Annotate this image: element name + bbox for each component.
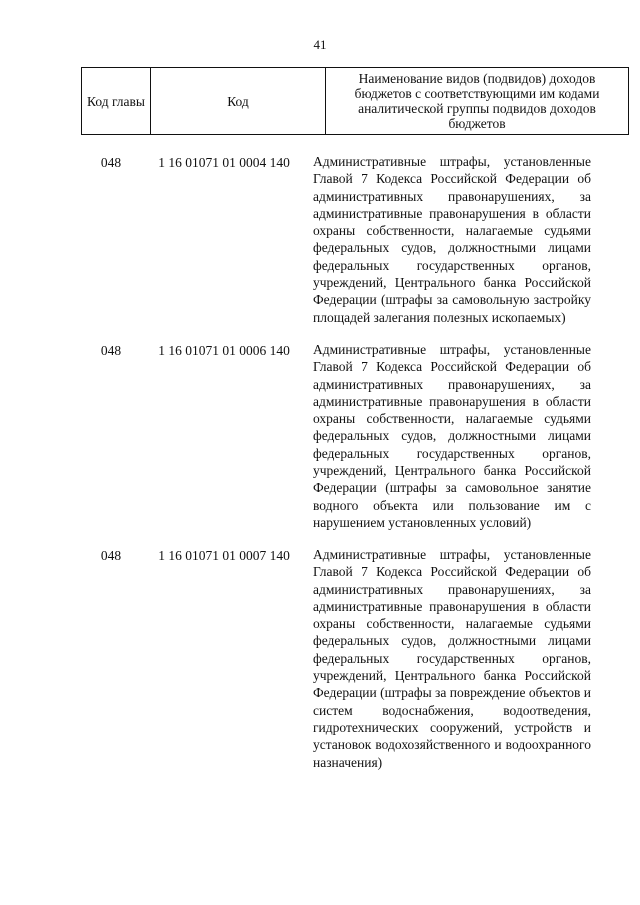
header-code: Код xyxy=(151,68,326,135)
header-code-glava: Код главы xyxy=(82,68,151,135)
table-row xyxy=(81,153,601,341)
row-name: Административные штрафы, установленные Главой 7 Кодекса Российской Федерации об административных правонарушениях, за административные правонарушения в области охраны собственности, налагаемые судьями федеральных судов, должностными лицами федеральных государственных органов, учреждений, Центрального банка Российской Федерации (штрафы за самовольную застройку площадей залегания полезных ископаемых) xyxy=(313,154,591,325)
row-name: Административные штрафы, установленные Главой 7 Кодекса Российской Федерации об административных правонарушениях, за административные правонарушения в области охраны собственности, налагаемые судьями федеральных судов, должностными лицами федеральных государственных органов, учреждений, Центрального банка Российской Федерации (штрафы за самовольное занятие водного объекта или пользование им с нарушением установленных условий) xyxy=(313,342,591,530)
row-code: 1 16 01071 01 0007 140 xyxy=(158,548,290,563)
page-number: 41 xyxy=(313,37,327,52)
row-glava: 048 xyxy=(100,548,122,563)
row-glava: 048 xyxy=(100,155,122,170)
table-header xyxy=(81,67,629,135)
row-code: 1 16 01071 01 0006 140 xyxy=(158,343,290,358)
table-row xyxy=(81,341,601,546)
table-body xyxy=(81,153,601,771)
row-code: 1 16 01071 01 0004 140 xyxy=(158,155,290,170)
header-name: Наименование видов (подвидов) доходов бюджетов с соответствующими им кодами аналитической группы подвидов доходов бюджетов xyxy=(326,68,629,135)
row-glava: 048 xyxy=(100,343,122,358)
row-name: Административные штрафы, установленные Главой 7 Кодекса Российской Федерации об административных правонарушениях, за административные правонарушения в области охраны собственности, налагаемые судьями федеральных судов, должностными лицами федеральных государственных органов, учреждений, Центрального банка Российской Федерации (штрафы за повреждение объектов и систем водоснабжения, водоотведения, гидротехнических сооружений, устройств и установок водохозяйственного и водоохранного назначения) xyxy=(313,547,591,770)
table-row xyxy=(81,546,601,771)
